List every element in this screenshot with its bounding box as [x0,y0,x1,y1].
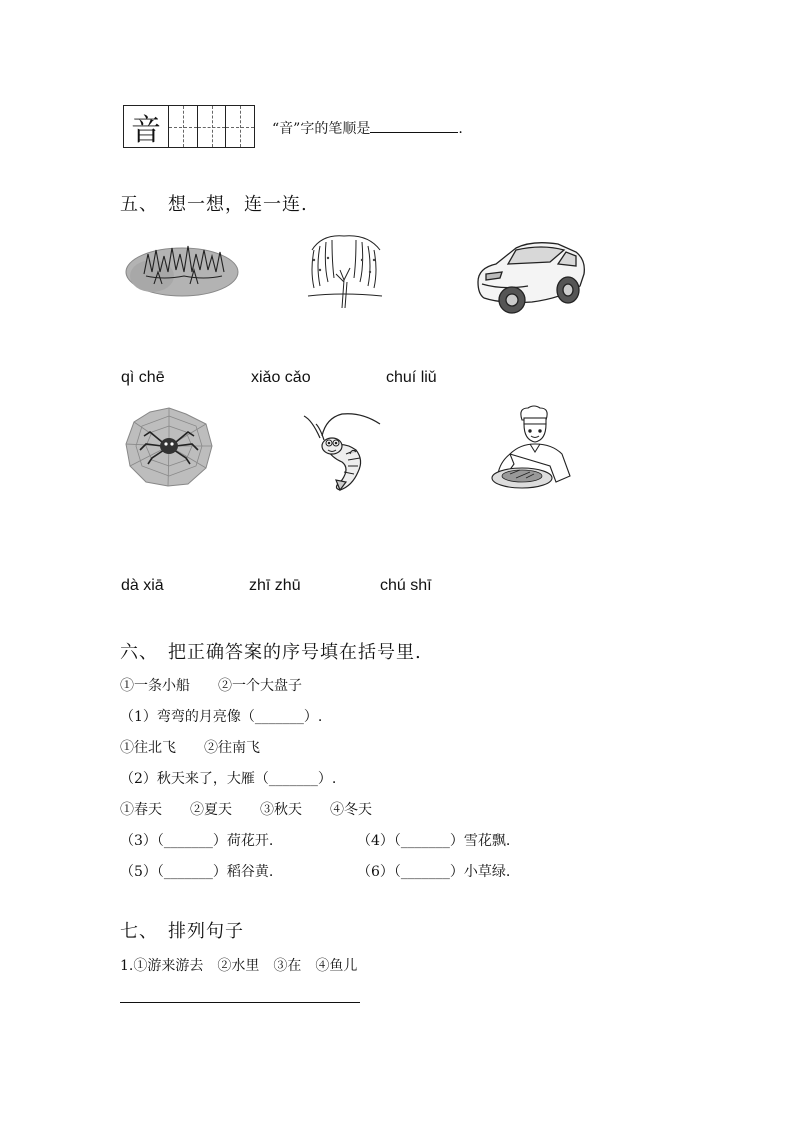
chef-picture [490,404,572,494]
shrimp-picture [302,410,384,494]
pinyin-zhizhu: zhī zhū [249,577,301,594]
question-4[interactable]: （4）（_______）雪花飘. [357,833,511,849]
car-picture [472,238,588,316]
pinyin-qiche: qì chē [121,369,165,386]
section5-title: 五、 想一想，连一连. [120,194,308,215]
spider-web-picture [124,406,214,488]
pinyin-xiaocao: xiǎo cǎo [251,369,311,386]
pinyin-chuiliu: chuí liǔ [386,369,437,386]
sentence-item-1: 1.①游来游去 ②水里 ③在 ④鱼儿 [120,958,358,974]
question-5[interactable]: （5）（_______）稻谷黄. [120,864,274,880]
stroke-grid-char-cell [124,106,169,147]
stroke-question [272,118,463,138]
options-1: ①一条小船 ②一个大盘子 [120,678,302,694]
stroke-question-end: . [458,121,463,137]
options-3: ①春天 ②夏天 ③秋天 ④冬天 [120,802,372,818]
pinyin-chushi: chú shī [380,577,432,594]
stroke-grid-cell[interactable] [169,106,198,147]
willow-tree-picture [302,230,388,310]
grass-patch-picture [124,232,240,302]
question-1[interactable]: （1）弯弯的月亮像（_______）. [120,709,323,725]
stroke-question-text: “音”字的笔顺是 [272,121,371,137]
pinyin-daxia: dà xiā [121,577,164,594]
stroke-answer-blank[interactable] [370,118,458,133]
stroke-grid [123,105,255,148]
stroke-grid-cell[interactable] [226,106,254,147]
section6-title: 六、 把正确答案的序号填在括号里. [120,642,422,663]
stroke-char: 音 [131,112,161,148]
question-6[interactable]: （6）（_______）小草绿. [357,864,511,880]
question-3[interactable]: （3）（_______）荷花开. [120,833,274,849]
answer-line[interactable] [120,1002,360,1003]
options-2: ①往北飞 ②往南飞 [120,740,260,756]
stroke-grid-cell[interactable] [198,106,227,147]
question-2[interactable]: （2）秋天来了，大雁（_______）. [120,771,337,787]
section7-title: 七、 排列句子 [120,921,244,942]
